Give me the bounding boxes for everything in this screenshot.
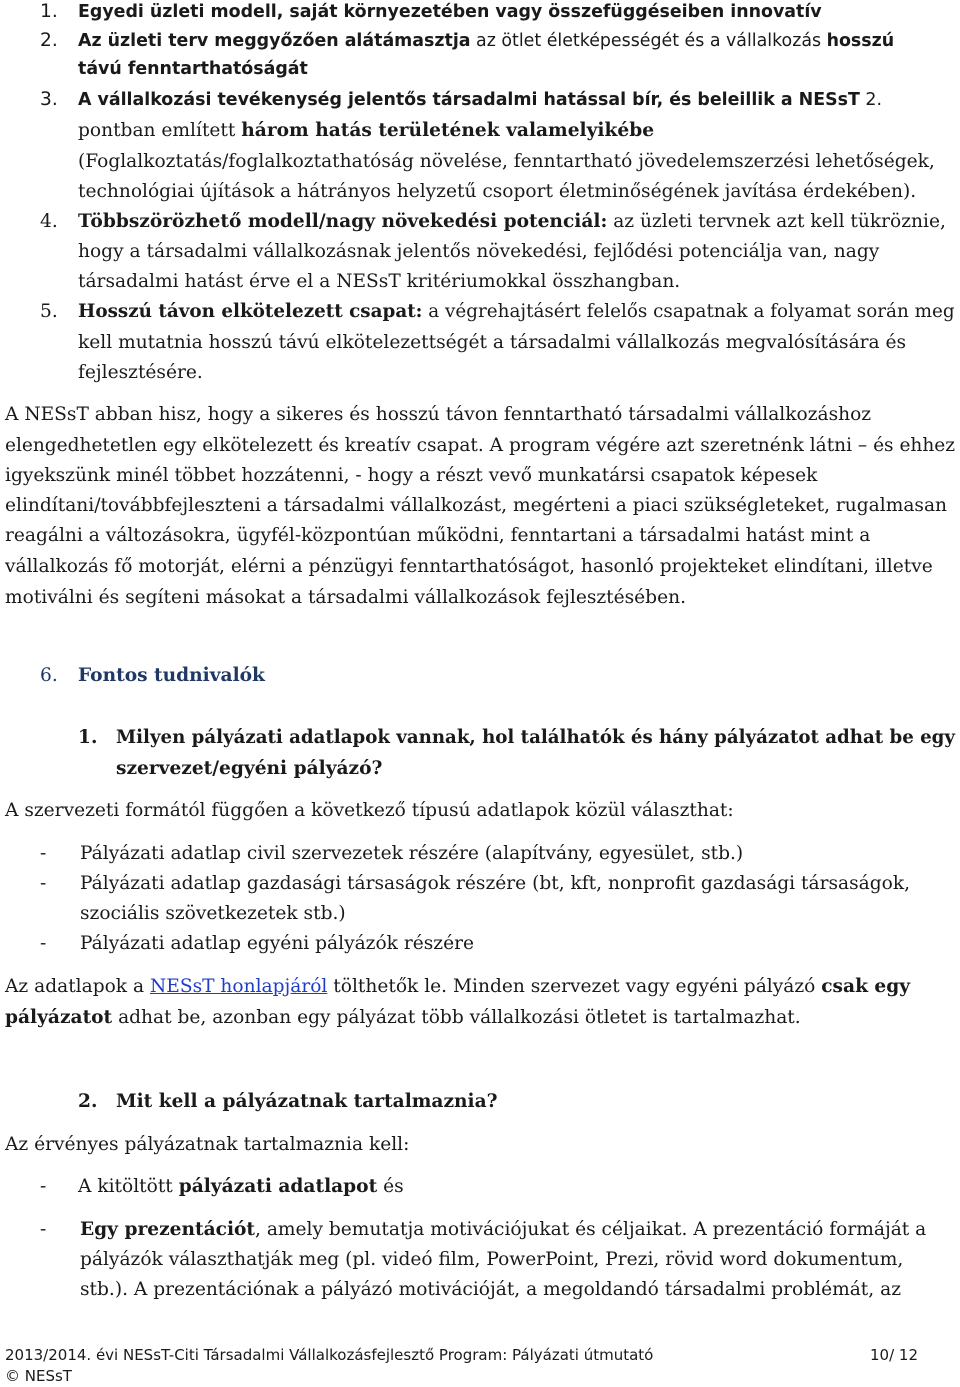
- question-heading: Milyen pályázati adatlapok vannak, hol találhatók és hány pályázatot adhat be egy: [116, 727, 955, 748]
- item-bold-text: Az üzleti terv meggyőzően alátámasztja: [78, 31, 471, 51]
- item-text: pontban említett: [78, 120, 242, 141]
- list-number: 5.: [40, 301, 58, 322]
- list-item-3-line4: technológiai újítások a hátrányos helyzetű csoport életminőségének javítása érdekében).: [78, 181, 917, 202]
- bullet-item: [78, 1175, 404, 1199]
- list-item-1: [78, 0, 822, 24]
- paragraph-line: motiválni és segíteni másokat a társadalmi vállalkozások fejlesztésében.: [5, 587, 686, 608]
- item-text: az üzleti tervnek azt kell tükröznie,: [607, 211, 946, 232]
- section-heading: Fontos tudnivalók: [78, 665, 265, 686]
- list-item-3: [78, 88, 882, 112]
- list-item-5: [78, 300, 955, 324]
- nesst-website-link[interactable]: NESsT honlapjáról: [149, 976, 328, 997]
- paragraph-line: elengedhetetlen egy elkötelezett és kreatív csapat. A program végére azt szeretnénk látni – és ehhez: [5, 435, 956, 456]
- list-number: 3.: [40, 89, 58, 110]
- item-bold-text: A vállalkozási tevékenység jelentős társadalmi hatással bír, és beleillik a NESsT: [78, 90, 860, 110]
- list-item-4: [78, 210, 946, 234]
- item-text: 2.: [859, 90, 882, 110]
- bullet-item: Pályázati adatlap gazdasági társaságok részére (bt, kft, nonprofit gazdasági társaságok,: [80, 873, 911, 894]
- bullet-dash: -: [40, 1219, 47, 1240]
- paragraph-bold: csak egy: [821, 976, 911, 997]
- paragraph-line: A NESsT abban hisz, hogy a sikeres és hosszú távon fenntartható társadalmi vállalkozáshoz: [5, 404, 872, 425]
- bullet-text: , amely bemutatja motivációjukat és céljaikat. A prezentáció formáját a: [255, 1219, 927, 1240]
- question-heading-cont: szervezet/egyéni pályázó?: [116, 758, 383, 779]
- bullet-dash: -: [40, 843, 47, 864]
- list-item-5-line2: kell mutatnia hosszú távú elkötelezettségét a társadalmi vállalkozás megvalósítására és: [78, 332, 907, 353]
- list-item-3-line2: [78, 119, 654, 143]
- question-number: 2.: [78, 1091, 98, 1112]
- bullet-dash: -: [40, 933, 47, 954]
- footer-title: 2013/2014. évi NESsT-Citi Társadalmi Vállalkozásfejlesztő Program: Pályázati útmutató: [5, 1346, 654, 1364]
- q1-paragraph-line2: [5, 1006, 801, 1030]
- bullet-item-cont: stb.). A prezentációnak a pályázó motivációját, a megoldandó társadalmi problémát, az: [80, 1279, 901, 1300]
- bullet-bold: pályázati adatlapot: [178, 1176, 378, 1197]
- bullet-text: A kitöltött: [78, 1176, 179, 1197]
- list-number: 4.: [40, 211, 58, 232]
- bullet-item: Pályázati adatlap egyéni pályázók részére: [80, 933, 474, 954]
- q1-paragraph: [5, 975, 910, 999]
- section-number: 6.: [40, 665, 58, 686]
- item-bold-text: Többszörözhető modell/nagy növekedési potenciál:: [78, 211, 608, 232]
- item-bold-text: Hosszú távon elkötelezett csapat:: [78, 301, 423, 322]
- bullet-text: és: [377, 1176, 404, 1197]
- list-item-4-line2: hogy a társadalmi vállalkozásnak jelentős növekedési, fejlődési potenciálja van, nagy: [78, 241, 880, 262]
- list-item-2-cont: [78, 57, 308, 81]
- list-item-4-line3: társadalmi hatást érve el a NESsT kritériumokkal összhangban.: [78, 271, 681, 292]
- item-text: az ötlet életképességét és a vállalkozás: [470, 31, 827, 51]
- paragraph-text: Az adatlapok a: [5, 976, 150, 997]
- bullet-item: [80, 1218, 926, 1242]
- list-item-5-line3: fejlesztésére.: [78, 362, 203, 383]
- paragraph-line: igyekszünk minél többet hozzátenni, - hogy a részt vevő munkatársi csapatok képesek: [5, 465, 818, 486]
- list-item-2: [78, 29, 894, 53]
- q1-intro: A szervezeti formától függően a következő típusú adatlapok közül választhat:: [5, 800, 734, 821]
- footer-copyright: © NESsT: [5, 1367, 72, 1385]
- paragraph-line: vállalkozás fő motorját, elérni a pénzügyi fenntarthatóságot, hasonló projekteket elindítani, illetve: [5, 556, 933, 577]
- list-item-3-line3: (Foglalkoztatás/foglalkoztathatóság növelése, fenntartható jövedelemszerzési lehetőségek,: [78, 151, 935, 172]
- bullet-dash: -: [40, 1176, 47, 1197]
- list-number: 1.: [40, 1, 58, 22]
- bullet-item: Pályázati adatlap civil szervezetek részére (alapítvány, egyesület, stb.): [80, 843, 744, 864]
- paragraph-text: adhat be, azonban egy pályázat több vállalkozási ötletet is tartalmazhat.: [112, 1007, 801, 1028]
- paragraph-bold: pályázatot: [5, 1007, 113, 1028]
- bullet-dash: -: [40, 873, 47, 894]
- paragraph-text: tölthetők le. Minden szervezet vagy egyéni pályázó: [327, 976, 822, 997]
- question-heading: Mit kell a pályázatnak tartalmaznia?: [116, 1091, 498, 1112]
- q2-intro: Az érvényes pályázatnak tartalmaznia kell:: [5, 1134, 410, 1155]
- item-bold-text: Egyedi üzleti modell, saját környezetében vagy összefüggéseiben innovatív: [78, 2, 822, 22]
- bullet-bold: Egy prezentációt: [80, 1219, 255, 1240]
- page-number: 10/ 12: [870, 1346, 918, 1364]
- paragraph-line: reagálni a változásokra, ügyfél-központúan működni, fenntartani a társadalmi hatást mint a: [5, 525, 871, 546]
- item-bold-text: hosszú: [826, 31, 895, 51]
- bullet-item-cont: pályázók választhatják meg (pl. videó film, PowerPoint, Prezi, rövid word dokumentum,: [80, 1249, 904, 1270]
- list-number: 2.: [40, 30, 58, 51]
- item-bold-text: három hatás területének valamelyikébe: [241, 120, 655, 141]
- item-text: a végrehajtásért felelős csapatnak a folyamat során meg: [422, 301, 955, 322]
- question-number: 1.: [78, 727, 98, 748]
- bullet-item-cont: szociális szövetkezetek stb.): [80, 903, 346, 924]
- item-bold-text: távú fenntarthatóságát: [78, 59, 308, 79]
- paragraph-line: elindítani/továbbfejleszteni a társadalmi vállalkozást, megérteni a piaci szükségleteket, rugalmasan: [5, 495, 948, 516]
